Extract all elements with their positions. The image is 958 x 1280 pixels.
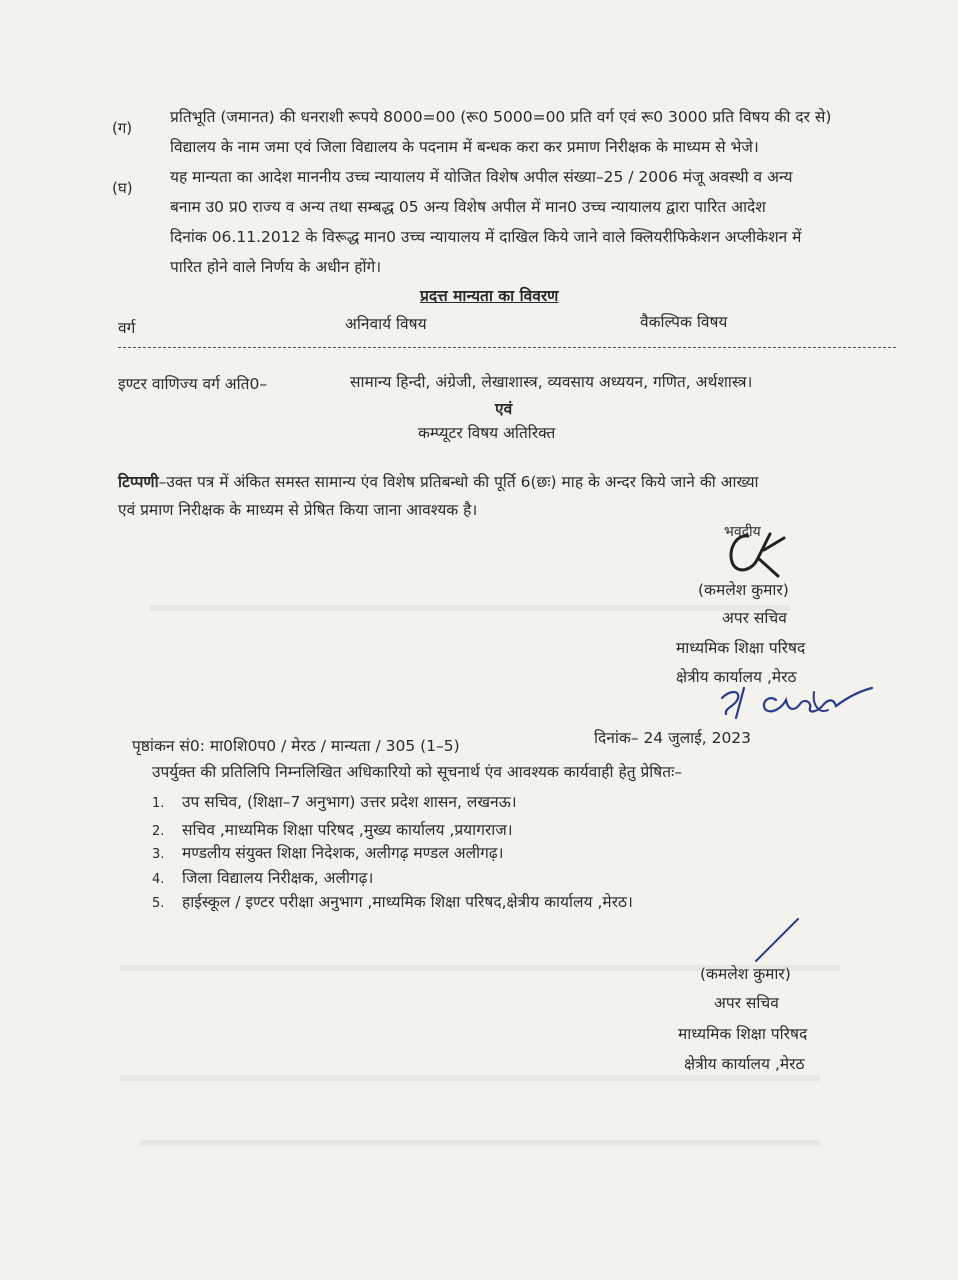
condition-gha-line-2: बनाम उ0 प्र0 राज्य व अन्य तथा सम्बद्ध 05 अन्य विशेष अपील में मान0 उच्च न्यायालय द्वारा पारित आदेश xyxy=(170,198,766,216)
recipient-number: 1. xyxy=(152,796,165,811)
dashed-divider xyxy=(118,347,896,348)
recipient-text: सचिव ,माध्यमिक शिक्षा परिषद ,मुख्य कार्यालय ,प्रयागराज। xyxy=(182,821,513,839)
recipient-number: 2. xyxy=(152,824,165,839)
note-text-1: –उक्त पत्र में अंकित समस्त सामान्य एंव विशेष प्रतिबन्धो की पूर्ति 6(छः) माह के अन्दर किये जाने की आख्या xyxy=(158,473,759,491)
note-line-1 xyxy=(118,472,759,492)
recipient-text: हाईस्कूल / इण्टर परीक्षा अनुभाग ,माध्यमिक शिक्षा परिषद,क्षेत्रीय कार्यालय ,मेरठ। xyxy=(182,893,633,911)
recipient-number: 5. xyxy=(152,896,165,911)
signatory-designation-2: अपर सचिव xyxy=(714,994,779,1012)
recipient-item xyxy=(152,868,373,890)
condition-gha-line-1: यह मान्यता का आदेश माननीय उच्च न्यायालय में योजित विशेष अपील संख्या–25 / 2006 मंजू अवस्थी व अन्य xyxy=(170,168,793,186)
handwritten-initials xyxy=(716,680,876,722)
condition-ga-line-1: प्रतिभूति (जमानत) की धनराशी रूपये 8000=00 (रू0 5000=00 प्रति वर्ग एवं रू0 3000 प्रति विषय की दर से) xyxy=(170,108,832,126)
column-header-compulsory: अनिवार्य विषय xyxy=(345,315,427,333)
signatory-name-1: (कमलेश कुमार) xyxy=(698,581,789,599)
bleed-through-line xyxy=(150,605,790,611)
extra-subject: कम्प्यूटर विषय अतिरिक्त xyxy=(418,424,556,442)
and-word: एवं xyxy=(495,400,513,418)
signatory-office-1: क्षेत्रीय कार्यालय ,मेरठ xyxy=(676,668,797,686)
bleed-through-line xyxy=(140,1140,820,1146)
note-line-2: एवं प्रमाण निरीक्षक के माध्यम से प्रेषित किया जाना आवश्यक है। xyxy=(118,501,478,519)
bleed-through-line xyxy=(120,1075,820,1081)
endorsement-intro: उपर्युक्त की प्रतिलिपि निम्नलिखित अधिकारियो को सूचनार्थ एंव आवश्यक कार्यवाही हेतु प्रेषितः– xyxy=(152,763,682,781)
condition-gha-text xyxy=(170,162,896,282)
recognition-heading: प्रदत्त मान्यता का विवरण xyxy=(420,287,559,305)
condition-marker-ga: (ग) xyxy=(112,119,133,137)
recipient-text: मण्डलीय संयुक्त शिक्षा निदेशक, अलीगढ़ मण्डल अलीगढ़। xyxy=(182,844,504,862)
signatory-name-2: (कमलेश कुमार) xyxy=(700,965,791,983)
condition-gha-line-4: पारित होने वाले निर्णय के अधीन होंगे। xyxy=(170,258,382,276)
signatory-designation-1: अपर सचिव xyxy=(722,609,787,627)
signatory-department-2: माध्यमिक शिक्षा परिषद xyxy=(678,1025,808,1043)
recipient-text: उप सचिव, (शिक्षा–7 अनुभाग) उत्तर प्रदेश शासन, लखनऊ। xyxy=(182,793,517,811)
condition-marker-gha: (घ) xyxy=(112,179,133,197)
signatory-office-2: क्षेत्रीय कार्यालय ,मेरठ xyxy=(684,1055,805,1073)
condition-ga-line-2: विद्यालय के नाम जमा एवं जिला विद्यालय के पदनाम में बन्धक करा कर प्रमाण निरीक्षक के माध्यम से भेजे। xyxy=(170,138,759,156)
compulsory-subjects: सामान्य हिन्दी, अंग्रेजी, लेखाशास्त्र, व्यवसाय अध्ययन, गणित, अर्थशास्त्र। xyxy=(350,373,753,391)
recipient-number: 4. xyxy=(152,872,165,887)
condition-gha-line-3: दिनांक 06.11.2012 के विरूद्ध मान0 उच्च न्यायालय में दाखिल किये जाने वाले क्लियरीफिकेशन अप्लीकेशन में xyxy=(170,228,802,246)
recipient-item xyxy=(152,792,517,814)
recipient-text: जिला विद्यालय निरीक्षक, अलीगढ़। xyxy=(182,869,374,887)
column-header-class: वर्ग xyxy=(118,319,136,337)
column-header-optional: वैकल्पिक विषय xyxy=(640,313,728,331)
recipient-number: 3. xyxy=(152,847,165,862)
closing-yours: भवदीय xyxy=(724,524,761,540)
recipient-item xyxy=(152,843,503,865)
signature-mark-1 xyxy=(718,528,788,580)
endorsement-date: दिनांक– 24 जुलाई, 2023 xyxy=(594,729,752,747)
signatory-department-1: माध्यमिक शिक्षा परिषद xyxy=(676,639,806,657)
condition-ga-text xyxy=(170,102,896,162)
signature-stroke-2 xyxy=(752,915,802,965)
recipient-item xyxy=(152,892,633,914)
recipient-item xyxy=(152,820,513,842)
class-name: इण्टर वाणिज्य वर्ग अति0– xyxy=(118,375,268,393)
endorsement-reference: पृष्ठांकन सं0: मा0शि0प0 / मेरठ / मान्यता / 305 (1–5) xyxy=(132,737,460,755)
note-label: टिप्पणी xyxy=(118,473,159,491)
